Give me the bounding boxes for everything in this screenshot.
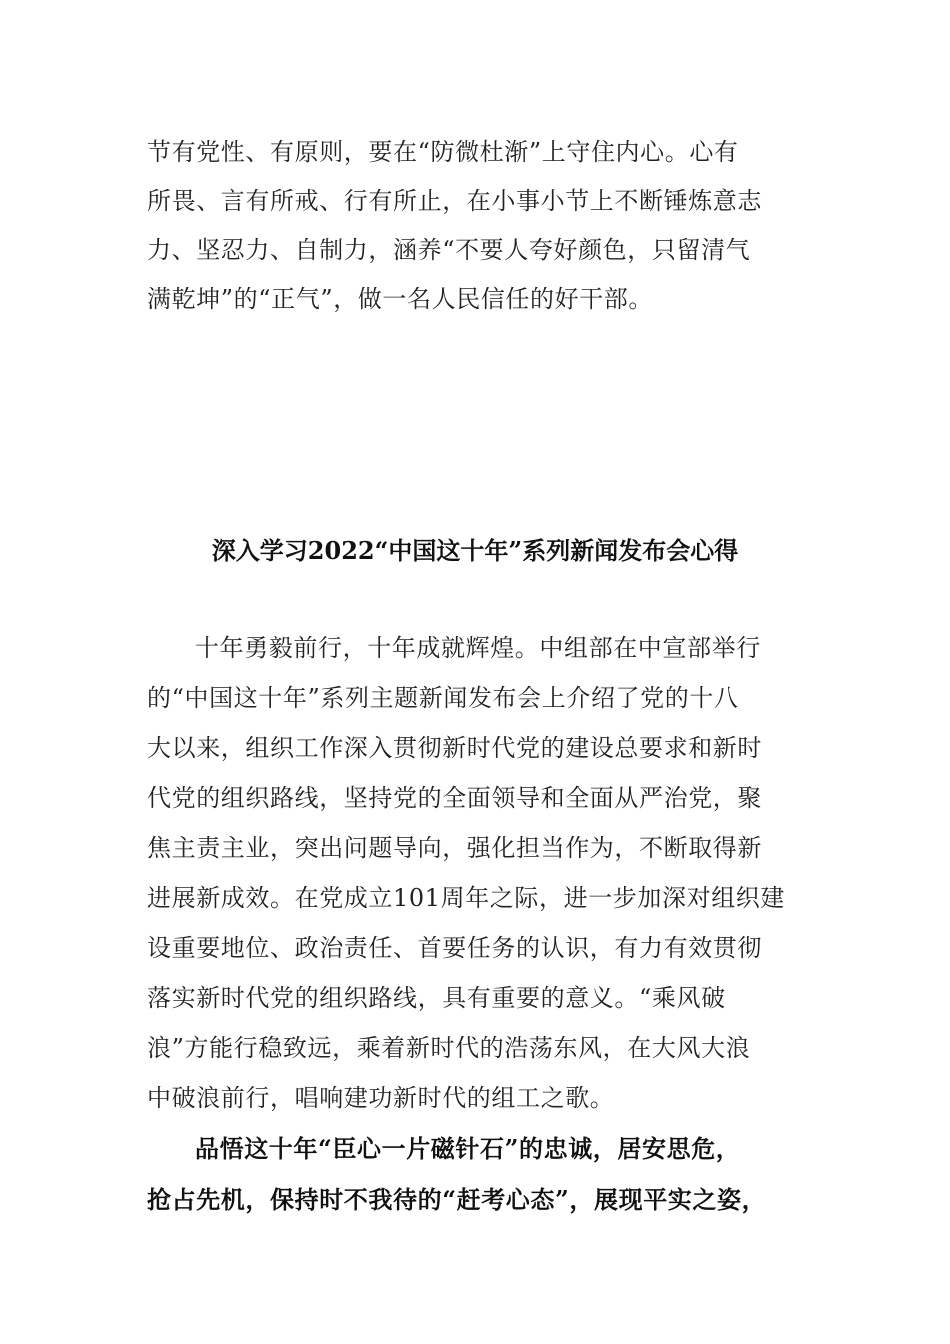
article-title: 深入学习2022“中国这十年”系列新闻发布会心得 xyxy=(211,536,739,565)
paragraph2-line-2: 抢占先机，保持时不我待的“赶考心态”，展现平实之姿， xyxy=(147,1185,767,1214)
paragraph1-line-4: 代党的组织路线，坚持党的全面领导和全面从严治党，聚 xyxy=(147,784,762,812)
paragraph1-line-6: 进展新成效。在党成立101周年之际，进一步加深对组织建 xyxy=(147,884,786,912)
intro-line-1: 节有党性、有原则，要在“防微杜渐”上守住内心。心有 xyxy=(147,138,739,166)
paragraph1-line-5: 焦主责主业，突出问题导向，强化担当作为，不断取得新 xyxy=(147,834,762,862)
paragraph1-line-7: 设重要地位、政治责任、首要任务的认识，有力有效贯彻 xyxy=(147,934,762,962)
paragraph1-line-9: 浪”方能行稳致远，乘着新时代的浩荡东风，在大风大浪 xyxy=(147,1034,751,1062)
paragraph1-line-10: 中破浪前行，唱响建功新时代的组工之歌。 xyxy=(147,1084,615,1112)
intro-line-3: 力、坚忍力、自制力，涵养“不要人夸好颜色，只留清气 xyxy=(147,236,751,264)
paragraph2-line-1: 品悟这十年“臣心一片磁针石”的忠诚，居安思危， xyxy=(195,1134,741,1163)
intro-line-2: 所畏、言有所戒、行有所止，在小事小节上不断锤炼意志 xyxy=(147,187,762,215)
paragraph1-line-1: 十年勇毅前行，十年成就辉煌。中组部在中宣部举行 xyxy=(195,634,761,662)
paragraph1-line-3: 大以来，组织工作深入贯彻新时代党的建设总要求和新时 xyxy=(147,734,762,762)
intro-line-4: 满乾坤”的“正气”，做一名人民信任的好干部。 xyxy=(147,285,654,313)
paragraph1-line-8: 落实新时代党的组织路线，具有重要的意义。“乘风破 xyxy=(147,984,726,1012)
paragraph1-line-2: 的“中国这十年”系列主题新闻发布会上介绍了党的十八 xyxy=(147,684,739,712)
